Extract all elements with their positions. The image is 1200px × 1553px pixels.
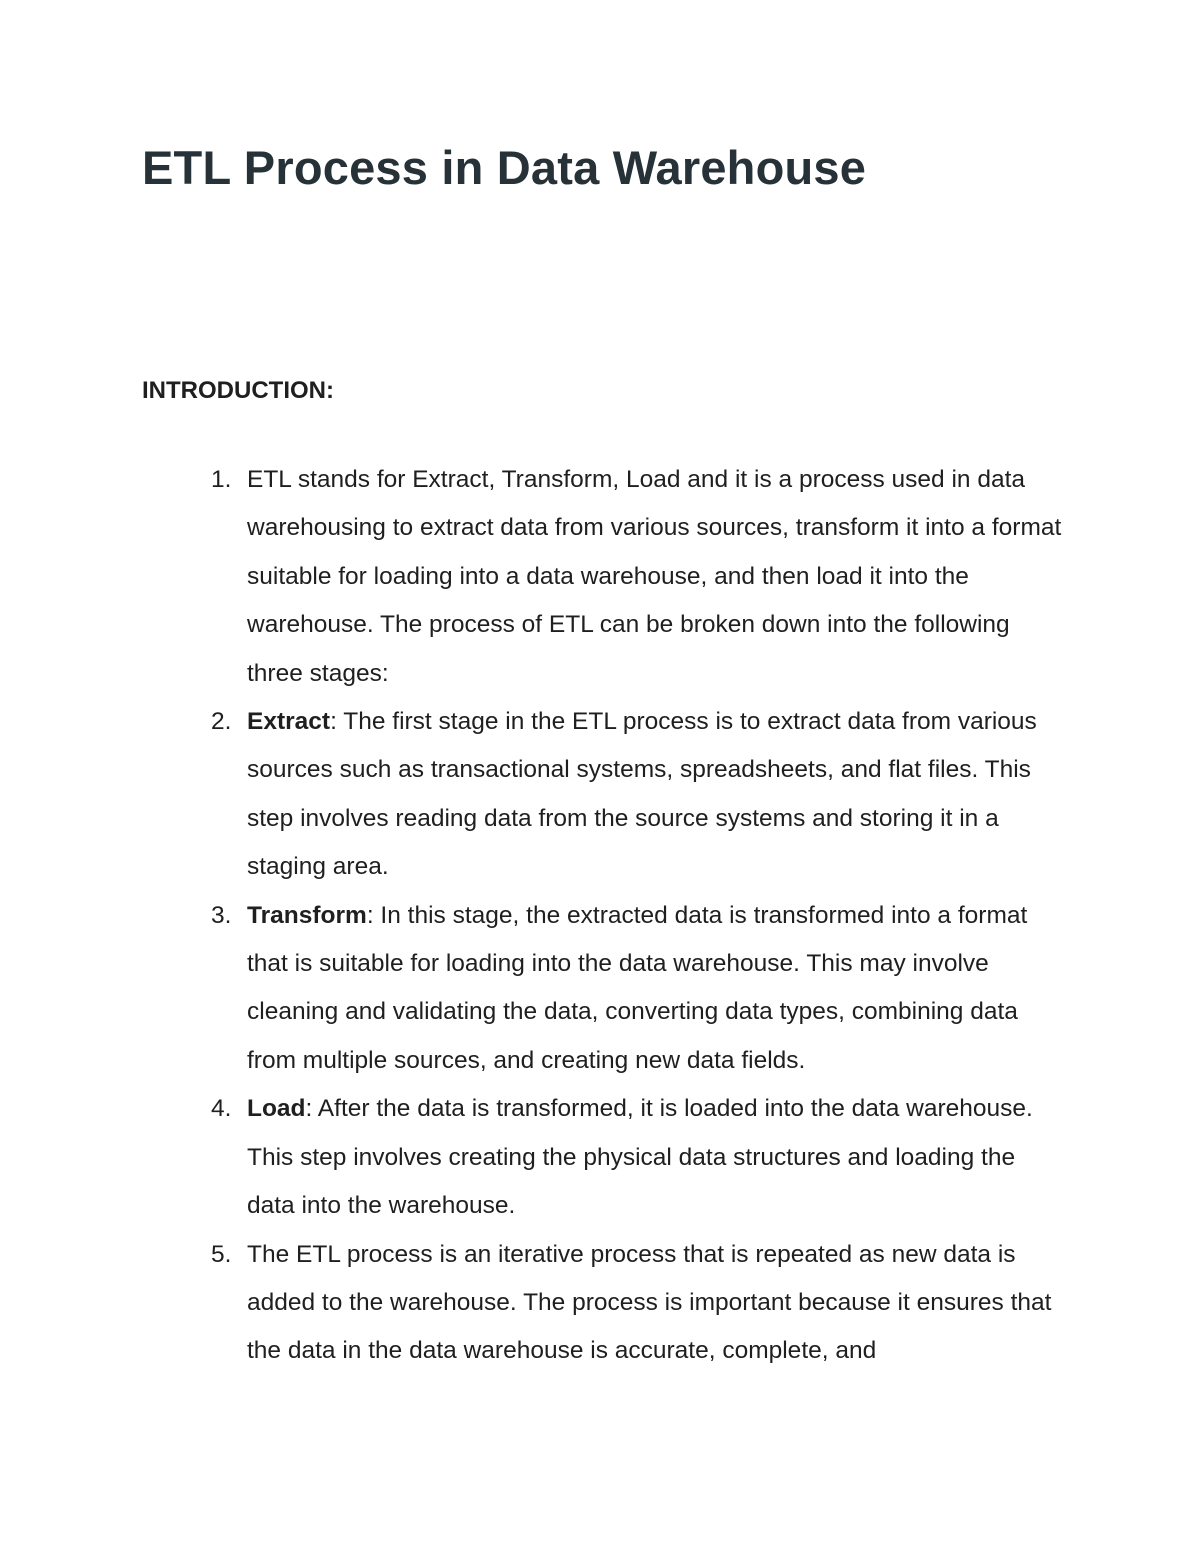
list-item: [211, 1231, 1067, 1376]
list-item-text: The ETL process is an iterative process that is repeated as new data is added to the warehouse. The process is important because it ensures that the data in the data warehouse is accurate, complete, and: [247, 1240, 1052, 1365]
list-item-number: 3.: [211, 901, 232, 929]
list-item: [211, 698, 1067, 892]
list-item-number: 5.: [211, 1240, 232, 1268]
list-item-number: 2.: [211, 708, 232, 736]
list-item-term: Transform: [247, 901, 367, 929]
list-item-number: 1.: [211, 466, 232, 493]
list-item: [211, 456, 1067, 698]
list-item-text: : The first stage in the ETL process is to extract data from various sources such as transactional systems, spreadsheets, and flat files. This step involves reading data from the source systems and storing it in a staging area.: [247, 708, 1037, 881]
list-item: [211, 892, 1067, 1086]
list-item-term: Extract: [247, 708, 331, 736]
document-title: ETL Process in Data Warehouse: [142, 141, 867, 194]
list-item-number: 4.: [211, 1095, 232, 1123]
list-item-text: ETL stands for Extract, Transform, Load and it is a process used in data warehousing to extract data from various sources, transform it into a format suitable for loading into a data warehouse, and then load it into the warehouse. The process of ETL can be broken down into the following three stages:: [247, 466, 1062, 687]
list-item: [211, 1085, 1067, 1230]
list-item-text: : After the data is transformed, it is loaded into the data warehouse. This step involves creating the physical data structures and loading the data into the warehouse.: [247, 1095, 1033, 1220]
list-item-text: : In this stage, the extracted data is transformed into a format that is suitable for loading into the data warehouse. This may involve cleaning and validating the data, converting data types, combining data from multiple sources, and creating new data fields.: [247, 901, 1028, 1074]
section-heading-introduction: INTRODUCTION:: [142, 377, 334, 404]
list-item-term: Load: [247, 1095, 306, 1123]
introduction-list: [211, 456, 1067, 1376]
